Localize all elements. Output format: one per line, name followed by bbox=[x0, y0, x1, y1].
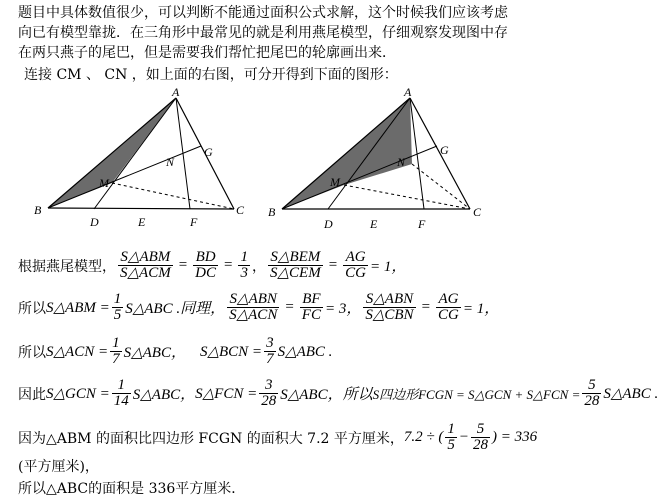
left-label-F: F bbox=[190, 215, 198, 229]
row2-mid: = 3， bbox=[324, 301, 362, 317]
right-label-M: M bbox=[330, 175, 340, 189]
row1-frac-3: $\frac{1}{3}$ bbox=[240, 249, 248, 281]
row2-result: = 1， bbox=[462, 301, 500, 317]
para-line-1: 题目中具体数值很少，可以判断不能通过面积公式求解，这个时候我们应该考虑 bbox=[18, 5, 508, 21]
right-triangle-figure bbox=[268, 85, 482, 231]
left-label-A: A bbox=[172, 85, 180, 99]
right-label-D: D bbox=[324, 217, 333, 231]
row4-lead: 因此 bbox=[18, 386, 46, 403]
row1-frac-4: $\frac{\text{S△BEM}}{\text{S△CEM}}$ bbox=[269, 249, 321, 281]
left-label-E: E bbox=[138, 215, 146, 229]
row2-s2: S△ABC .同理， bbox=[125, 301, 226, 317]
row1-frac-2: $\frac{BD}{DC}$ bbox=[195, 249, 217, 281]
row4-s5: S四边形FCGN = S△GCN + S△FCN = bbox=[372, 387, 581, 402]
left-label-C: C bbox=[236, 203, 245, 217]
row5-eq2: ) = 336 bbox=[491, 429, 538, 445]
row3-s2: S△ABC， bbox=[123, 345, 186, 361]
row4-frac-2: $\frac{3}{28}$ bbox=[261, 377, 277, 409]
row2-s1: S△ABM = bbox=[46, 300, 110, 316]
row1-lead: 根据燕尾模型， bbox=[18, 258, 116, 275]
triangle-figures bbox=[0, 85, 602, 248]
row1-frac-1: $\frac{\text{S△ABM}}{\text{S△ACM}}$ bbox=[120, 249, 171, 281]
row4-s4: S△ABC，所以 bbox=[280, 387, 373, 403]
left-label-G: G bbox=[204, 145, 213, 159]
row2-frac-3: $\frac{BF}{FC}$ bbox=[301, 291, 321, 323]
math-row-3 bbox=[18, 336, 332, 367]
row3-s4: S△ABC . bbox=[277, 344, 333, 360]
row4-frac-3: $\frac{5}{28}$ bbox=[584, 377, 600, 409]
row3-frac-2: $\frac{3}{7}$ bbox=[266, 335, 274, 367]
row4-s6: S△ABC . bbox=[603, 386, 658, 402]
row1-result: = 1， bbox=[370, 259, 407, 275]
left-label-N: N bbox=[166, 155, 175, 169]
row2-lead: 所以 bbox=[18, 300, 46, 317]
row2-frac-2: $\frac{\text{S△ABN}}{\text{S△ACN}}$ bbox=[229, 291, 278, 323]
row5-frac-1: $\frac{1}{5}$ bbox=[447, 421, 455, 453]
math-row-7: 所以△ABC的面积是 336平方厘米． bbox=[18, 481, 246, 497]
row3-s1: S△ACN = bbox=[46, 344, 109, 360]
row5-eq1: 7.2 ÷ ( bbox=[403, 429, 444, 445]
row5-minus: − bbox=[458, 429, 469, 445]
row4-s1: S△GCN = bbox=[46, 386, 110, 402]
math-row-2: 所以 S△ABM = $\frac{1}{5}$ S△ABC .同理， $\frac{\text{S△ABN}}{\text{S△ACN}}$ = $\frac{BF}{FC}$ = 3， $\frac{\text{S△ABN}}{\text{S△CBN}}$ = $\frac{AG}{CG}$ = 1， bbox=[18, 291, 500, 323]
para-line-4: 连接 CM 、 CN ，如上面的右图，可分开得到下面的图形： bbox=[24, 67, 398, 83]
math-row-5 bbox=[18, 422, 537, 453]
row3-lead: 所以 bbox=[18, 344, 46, 361]
row4-frac-1: $\frac{1}{14}$ bbox=[113, 377, 129, 409]
row4-s3: S△FCN = bbox=[195, 386, 258, 402]
row4-s2: S△ABC， bbox=[132, 387, 196, 403]
math-row-1: 根据燕尾模型， $\frac{\text{S△ABM}}{\text{S△ACM}}$ = $\frac{BD}{DC}$ = $\frac{1}{3}$ ， $\frac{\text{S△BEM}}{\text{S△CEM}}$ = $\frac{AG}{CG}$ = 1， bbox=[18, 249, 407, 281]
right-label-G: G bbox=[440, 143, 449, 157]
row5-text: 因为△ABM 的面积比四边形 FCGN 的面积大 7.2 平方厘米， bbox=[18, 430, 404, 447]
right-label-B: B bbox=[268, 205, 276, 219]
para-line-2: 向已有模型靠拢．在三角形中最常见的就是利用燕尾模型，仔细观察发现图中存 bbox=[18, 25, 508, 41]
row1-frac-5: $\frac{AG}{CG}$ bbox=[345, 249, 366, 281]
left-label-D: D bbox=[90, 215, 99, 229]
row2-frac-5: $\frac{AG}{CG}$ bbox=[438, 291, 459, 323]
right-label-F: F bbox=[418, 217, 426, 231]
math-row-6: (平方厘米)， bbox=[18, 459, 99, 475]
right-label-A: A bbox=[404, 85, 412, 99]
math-row-4 bbox=[18, 378, 658, 409]
right-label-N: N bbox=[397, 155, 406, 169]
row3-s3: S△BCN = bbox=[199, 344, 263, 360]
left-label-B: B bbox=[34, 203, 42, 217]
para-line-3: 在两只燕子的尾巴，但是需要我们帮忙把尾巴的轮廓画出来． bbox=[18, 45, 396, 61]
right-label-C: C bbox=[473, 205, 482, 219]
row5-frac-2: $\frac{5}{28}$ bbox=[472, 421, 488, 453]
row2-frac-4: $\frac{\text{S△ABN}}{\text{S△CBN}}$ bbox=[365, 291, 414, 323]
left-triangle-figure bbox=[34, 85, 245, 229]
left-label-M: M bbox=[99, 176, 109, 190]
row3-frac-1: $\frac{1}{7}$ bbox=[112, 335, 120, 367]
row2-frac-1: $\frac{1}{5}$ bbox=[113, 291, 122, 323]
right-label-E: E bbox=[370, 217, 378, 231]
